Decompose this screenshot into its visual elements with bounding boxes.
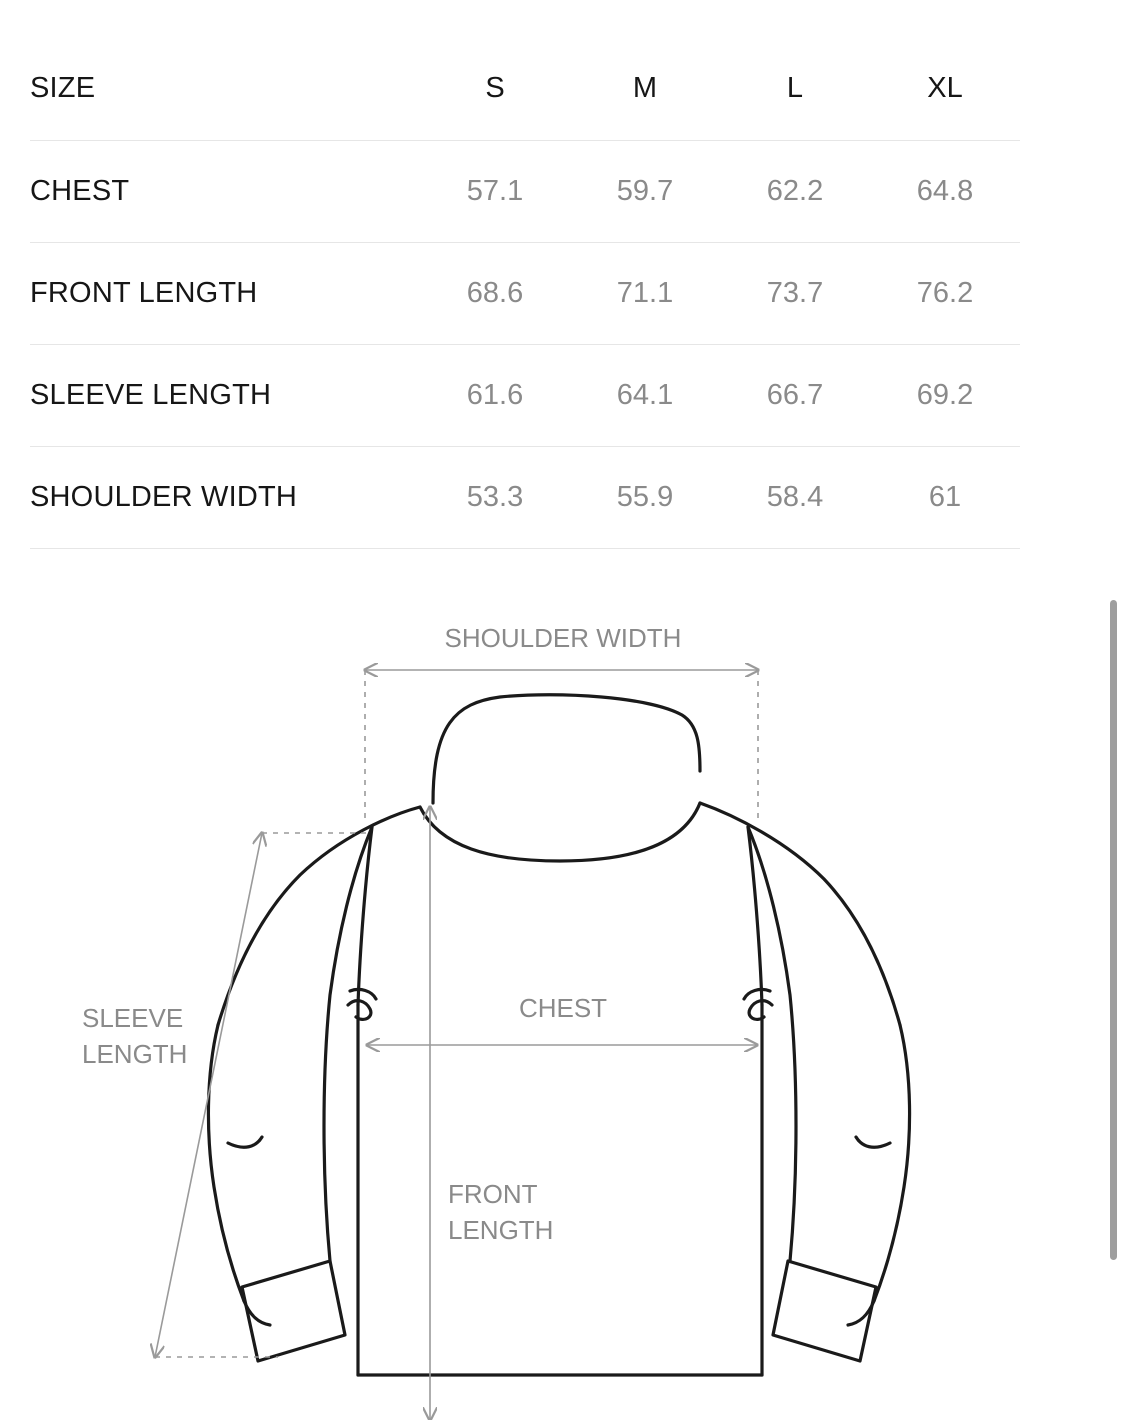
- cell-chest-l: 62.2: [766, 174, 824, 207]
- vertical-scrollbar[interactable]: [1110, 600, 1117, 1260]
- cell-shoulder-width-l: 58.4: [766, 480, 824, 513]
- row-label-sleeve-length: SLEEVE LENGTH: [30, 378, 272, 411]
- column-header-l: L: [786, 72, 804, 105]
- cell-sleeve-length-l: 66.7: [766, 378, 824, 411]
- column-header-s: S: [485, 72, 505, 105]
- row-label-front-length: FRONT LENGTH: [30, 276, 258, 309]
- cell-shoulder-width-xl: 61: [928, 480, 962, 513]
- cell-front-length-l: 73.7: [766, 276, 824, 309]
- column-header-xl: XL: [927, 72, 963, 105]
- table-row: [30, 446, 1020, 548]
- cell-front-length-m: 71.1: [616, 276, 674, 309]
- cell-chest-xl: 64.8: [916, 174, 974, 207]
- label-shoulder-width: SHOULDER WIDTH: [444, 623, 682, 653]
- cell-sleeve-length-xl: 69.2: [916, 378, 974, 411]
- column-header-size: SIZE: [30, 72, 96, 105]
- row-label-shoulder-width: SHOULDER WIDTH: [30, 480, 298, 513]
- cell-front-length-s: 68.6: [466, 276, 524, 309]
- cell-shoulder-width-m: 55.9: [616, 480, 674, 513]
- label-front-length-line2: LENGTH: [448, 1215, 554, 1245]
- label-chest: CHEST: [518, 993, 608, 1023]
- cell-sleeve-length-m: 64.1: [616, 378, 674, 411]
- column-header-m: M: [632, 72, 658, 105]
- cell-chest-m: 59.7: [616, 174, 674, 207]
- cell-front-length-xl: 76.2: [916, 276, 974, 309]
- cell-chest-s: 57.1: [466, 174, 524, 207]
- label-sleeve-length-line1: SLEEVE: [82, 1003, 184, 1033]
- label-front-length-line1: FRONT: [448, 1179, 538, 1209]
- cell-shoulder-width-s: 53.3: [466, 480, 524, 513]
- row-label-chest: CHEST: [30, 174, 130, 207]
- table-row: [30, 242, 1020, 344]
- hoodie-outline: [208, 695, 909, 1375]
- table-row: [30, 140, 1020, 242]
- hoodie-measurement-diagram: [0, 575, 1125, 1420]
- table-row: [30, 344, 1020, 446]
- label-sleeve-length-line2: LENGTH: [82, 1039, 188, 1069]
- cell-sleeve-length-s: 61.6: [466, 378, 524, 411]
- table-header-row: [30, 38, 1020, 140]
- size-chart-table: [30, 38, 1020, 549]
